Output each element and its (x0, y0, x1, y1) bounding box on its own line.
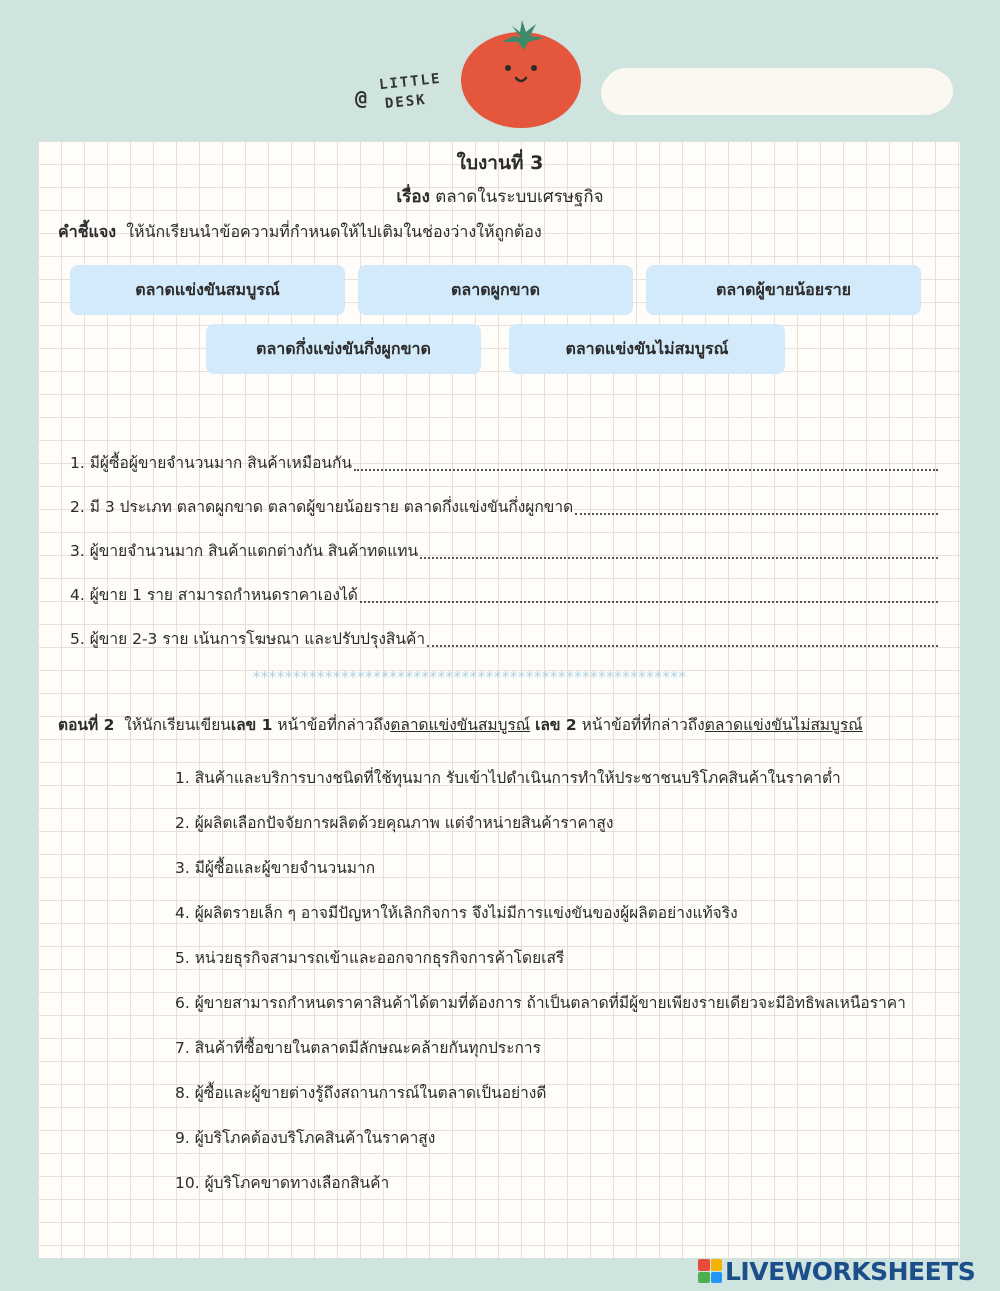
part2-item: 6. ผู้ขายสามารถกำหนดราคาสินค้าได้ตามที่ต้องการ ถ้าเป็นตลาดที่มีผู้ขายเพียงรายเดียวจะมีอิทธิพลเหนือราคา (175, 994, 906, 1012)
word-chip-oligopoly[interactable]: ตลาดผู้ขายน้อยราย (646, 265, 921, 315)
question-row (70, 626, 938, 651)
logo-at: @ (355, 86, 368, 110)
logo-line2: DESK (384, 91, 428, 113)
part2-label: ตอนที่ 2 (58, 716, 115, 734)
answer-blank[interactable] (427, 645, 938, 647)
section-divider: ****************************************************** (252, 668, 686, 686)
part2-item: 9. ผู้บริโภคต้องบริโภคสินค้าในราคาสูง (175, 1129, 436, 1147)
subtitle-label: เรื่อง (396, 187, 430, 207)
instruction-text: ให้นักเรียนนำข้อความที่กำหนดให้ไปเติมในช่องว่างให้ถูกต้อง (126, 222, 542, 241)
question-text: 1. มีผู้ซื้อผู้ขายจำนวนมาก สินค้าเหมือนกัน (70, 454, 352, 472)
part2-market1: ตลาดแข่งขันสมบูรณ์ (390, 716, 531, 734)
question-row (70, 450, 938, 475)
subtitle-text: ตลาดในระบบเศรษฐกิจ (435, 187, 604, 207)
part2-item: 5. หน่วยธุรกิจสามารถเข้าและออกจากธุรกิจการค้าโดยเสรี (175, 949, 565, 967)
part2-text-b: หน้าข้อที่กล่าวถึง (277, 716, 391, 734)
liveworksheets-logo-icon (698, 1259, 722, 1283)
part2-text-a: ให้นักเรียนเขียน (124, 716, 231, 734)
question-text: 3. ผู้ขายจำนวนมาก สินค้าแตกต่างกัน สินค้าทดแทน (70, 542, 419, 560)
question-text: 4. ผู้ขาย 1 ราย สามารถกำหนดราคาเองได้ (70, 586, 358, 604)
little-desk-logo (355, 72, 455, 120)
instruction-label: คำชี้แจง (58, 222, 117, 241)
logo-line1: LITTLE (378, 70, 443, 94)
instruction (58, 220, 542, 245)
part2-item: 8. ผู้ซื้อและผู้ขายต่างรู้ถึงสถานการณ์ในตลาดเป็นอย่างดี (175, 1084, 547, 1102)
question-row (70, 538, 938, 563)
question-text: 5. ผู้ขาย 2-3 ราย เน้นการโฆษณา และปรับปรุงสินค้า (70, 630, 426, 648)
word-chip-monopoly[interactable]: ตลาดผูกขาด (358, 265, 633, 315)
answer-blank[interactable] (360, 601, 938, 603)
part2-item: 2. ผู้ผลิตเลือกปัจจัยการผลิตด้วยคุณภาพ แต่จำหน่ายสินค้าราคาสูง (175, 814, 614, 832)
word-chip-imperfect-competition[interactable]: ตลาดแข่งขันไม่สมบูรณ์ (509, 324, 785, 374)
part2-market2: ตลาดแข่งขันไม่สมบูรณ์ (704, 716, 863, 734)
cloud-decoration (603, 68, 951, 114)
part2-item: 10. ผู้บริโภคขาดทางเลือกสินค้า (175, 1174, 390, 1192)
brand-name: LIVEWORKSHEETS (725, 1256, 976, 1286)
word-chip-perfect-competition[interactable]: ตลาดแข่งขันสมบูรณ์ (70, 265, 345, 315)
part2-item: 1. สินค้าและบริการบางชนิดที่ใช้ทุนมาก รับเข้าไปดำเนินการทำให้ประชาชนบริโภคสินค้าในราคาต่ำ (175, 769, 841, 787)
part2-item: 4. ผู้ผลิตรายเล็ก ๆ อาจมีปัญหาให้เลิกกิจการ จึงไม่มีการแข่งขันของผู้ผลิตอย่างแท้จริง (175, 904, 738, 922)
answer-blank[interactable] (575, 513, 938, 515)
question-text: 2. มี 3 ประเภท ตลาดผูกขาด ตลาดผู้ขายน้อยราย ตลาดกึ่งแข่งขันกึ่งผูกขาด (70, 498, 574, 516)
question-row (70, 494, 938, 519)
part2-num2: เลข 2 (535, 716, 577, 734)
part2-item: 7. สินค้าที่ซื้อขายในตลาดมีลักษณะคล้ายกันทุกประการ (175, 1039, 541, 1057)
worksheet-title: ใบงานที่ 3 (456, 152, 544, 174)
question-row (70, 582, 938, 607)
tomato-icon (458, 18, 584, 130)
part2-item: 3. มีผู้ซื้อและผู้ขายจำนวนมาก (175, 859, 376, 877)
part2-instruction (58, 712, 863, 737)
answer-blank[interactable] (354, 469, 938, 471)
answer-blank[interactable] (420, 557, 938, 559)
worksheet-subtitle (0, 183, 1000, 210)
part2-num1: เลข 1 (230, 716, 273, 734)
word-chip-monopolistic-competition[interactable]: ตลาดกึ่งแข่งขันกึ่งผูกขาด (206, 324, 481, 374)
liveworksheets-brand[interactable] (698, 1255, 975, 1287)
part2-text-c: หน้าข้อที่ที่กล่าวถึง (581, 716, 705, 734)
